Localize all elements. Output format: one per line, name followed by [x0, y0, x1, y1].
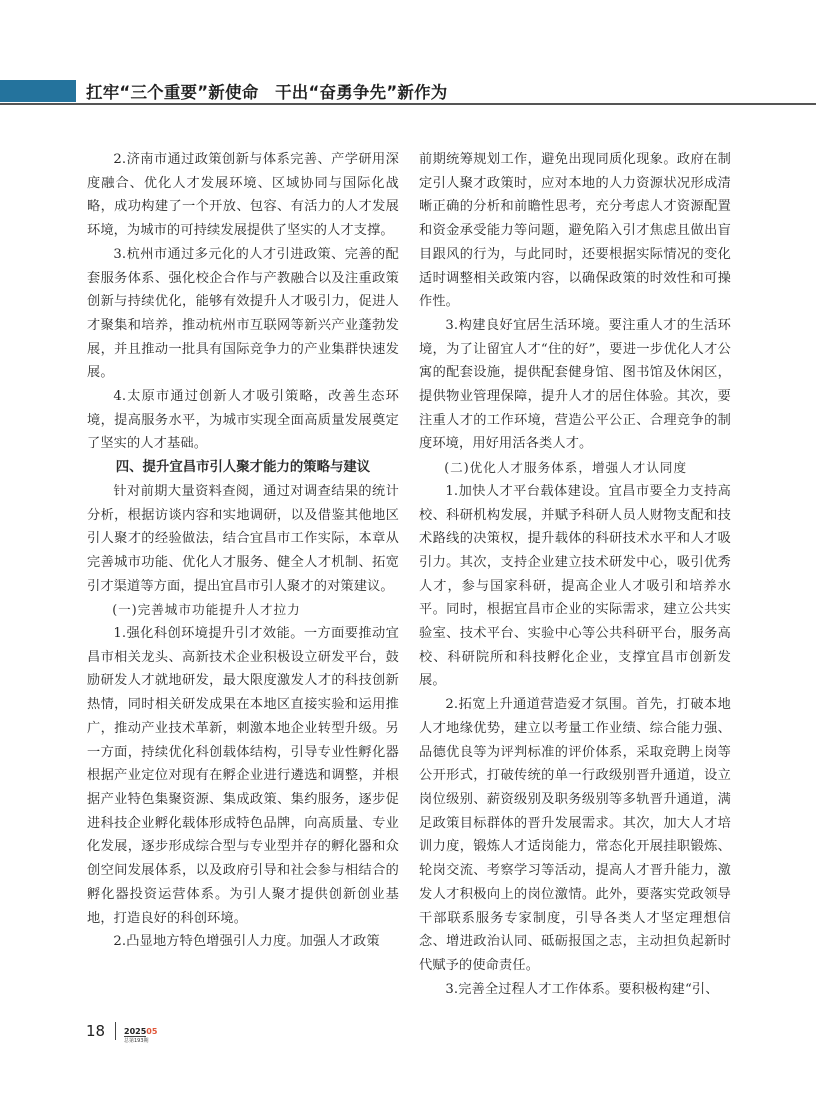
paragraph-platform-construction: 1.加快人才平台载体建设。宜昌市要全力支持高校、科研机构发展，并赋予科研人员人财物支配和技术路线的决策权，提升载体的科研技术水平和人才吸引力。其次，支持企业建立技术研发中心，吸引优秀人才，参与国家科研，提高企业人才吸引和培养水平。同时，根据宜昌市企业的实际需求，建立公共实验室、技术平台、实验中心等公共科研平台，服务高校、科研院所和科技孵化企业，支撑宜昌市创新发展。: [419, 483, 731, 689]
section-heading-4: 四、提升宜昌市引人聚才能力的策略与建议: [115, 460, 371, 476]
right-column: [419, 148, 731, 1001]
paragraph-taiyuan: 4.太原市通过创新人才吸引策略，改善生态环境，提高服务水平，为城市实现全面高质量发展奠定了坚实的人才基础。: [87, 389, 399, 452]
paragraph-policy-continued: 前期统筹规划工作，避免出现同质化现象。政府在制定引人聚才政策时，应对本地的人力资源状况形成清晰正确的分析和前瞻性思考，充分考虑人才资源配置和资金承受能力等问题，避免陷入引才焦虑且做出盲目跟风的行为，与此同时，还要根据实际情况的变化适时调整相关政策内容，以确保政策的时效性和可操作性。: [419, 152, 731, 310]
paragraph-hangzhou: 3.杭州市通过多元化的人才引进政策、完善的配套服务体系、强化校企合作与产教融合以及注重政策创新与持续优化，能够有效提升人才吸引力，促进人才聚集和培养，推动杭州市互联网等新兴产业蓬勃发展，并且推动一批具有国际竞争力的产业集群快速发展。: [87, 246, 399, 381]
paragraph-promotion-channels: 2.拓宽上升通道营造爱才氛围。首先，打破本地人才地缘优势，建立以考量工作业绩、综合能力强、品德优良等为评判标准的评价体系，采取竞聘上岗等公开形式，打破传统的单一行政级别晋升通道，设立岗位级别、薪资级别及职务级别等多轨晋升通道，满足政策目标群体的晋升发展需求。其次，加大人才培训力度，锻炼人才适岗能力，常态化开展挂职锻炼、轮岗交流、考察学习等活动，提高人才晋升能力，激发人才积极向上的岗位激情。此外，要落实党政领导干部联系服务专家制度，引导各类人才坚定理想信念、增进政治认同、砥砺报国之志，主动担负起新时代赋予的使命责任。: [419, 697, 731, 973]
subsection-heading-2: (二)优化人才服务体系，增强人才认同度: [444, 460, 688, 476]
header-divider: [0, 103, 816, 105]
paragraph-intro-section4: 针对前期大量资料查阅，通过对调查结果的统计分析，根据访谈内容和实地调研，以及借鉴其他地区引人聚才的经验做法，结合宜昌市工作实际，本章从完善城市功能、优化人才服务、健全人才机制、拓宽引才渠道等方面，提出宜昌市引人聚才的对策建议。: [87, 483, 399, 594]
issue-month: 05: [146, 1027, 158, 1036]
paragraph-jinan: 2.济南市通过政策创新与体系完善、产学研用深度融合、优化人才发展环境、区域协同与国际化战略，成功构建了一个开放、包容、有活力的人才发展环境，为城市的可持续发展提供了坚实的人才支撑。: [87, 152, 399, 239]
paragraph-talent-system: 3.完善全过程人才工作体系。要积极构建“引、: [445, 981, 719, 997]
running-header-title: 扛牢“三个重要”新使命 干出“奋勇争先”新作为: [86, 83, 448, 102]
paragraph-innovation-environment: 1.强化科创环境提升引才效能。一方面要推动宜昌市相关龙头、高新技术企业积极设立研发平台，鼓励研发人才就地研发，最大限度激发人才的科技创新热情，同时相关研发成果在本地区直接实验和运用推广，推动产业技术革新，刺激本地企业转型升级。另一方面，持续优化科创载体结构，引导专业性孵化器根据产业定位对现有在孵企业进行遴选和调整，并根据产业特色集聚资源、集成政策、集约服务，逐步促进科技企业孵化载体形成特色品牌，向高质量、专业化发展，逐步形成综合型与专业型并存的孵化器和众创空间发展体系，以及政府引导和社会参与相结合的孵化器投资运营体系。为引人聚才提供创新创业基地，打造良好的科创环境。: [87, 626, 399, 926]
subsection-heading-1: (一)完善城市功能提升人才拉力: [112, 602, 301, 618]
footer-divider: [115, 1022, 116, 1040]
issue-label: [124, 1021, 157, 1044]
header-accent-bar: [0, 80, 76, 102]
paragraph-local-features: 2.凸显地方特色增强引人力度。加强人才政策: [113, 934, 380, 950]
paragraph-living-environment: 3.构建良好宜居生活环境。要注重人才的生活环境，为了让留宜人才“住的好”，要进一步优化人才公寓的配套设施，提供配套健身馆、图书馆及休闲区，提供物业管理保障，提升人才的居住体验。其次，要注重人才的工作环境，营造公平公正、合理竞争的制度环境，用好用活各类人才。: [419, 317, 731, 452]
issue-year: 2025: [124, 1027, 147, 1036]
issue-total: 总第193期: [124, 1038, 149, 1044]
page-number: 18: [86, 1022, 106, 1040]
left-column: [87, 148, 399, 954]
